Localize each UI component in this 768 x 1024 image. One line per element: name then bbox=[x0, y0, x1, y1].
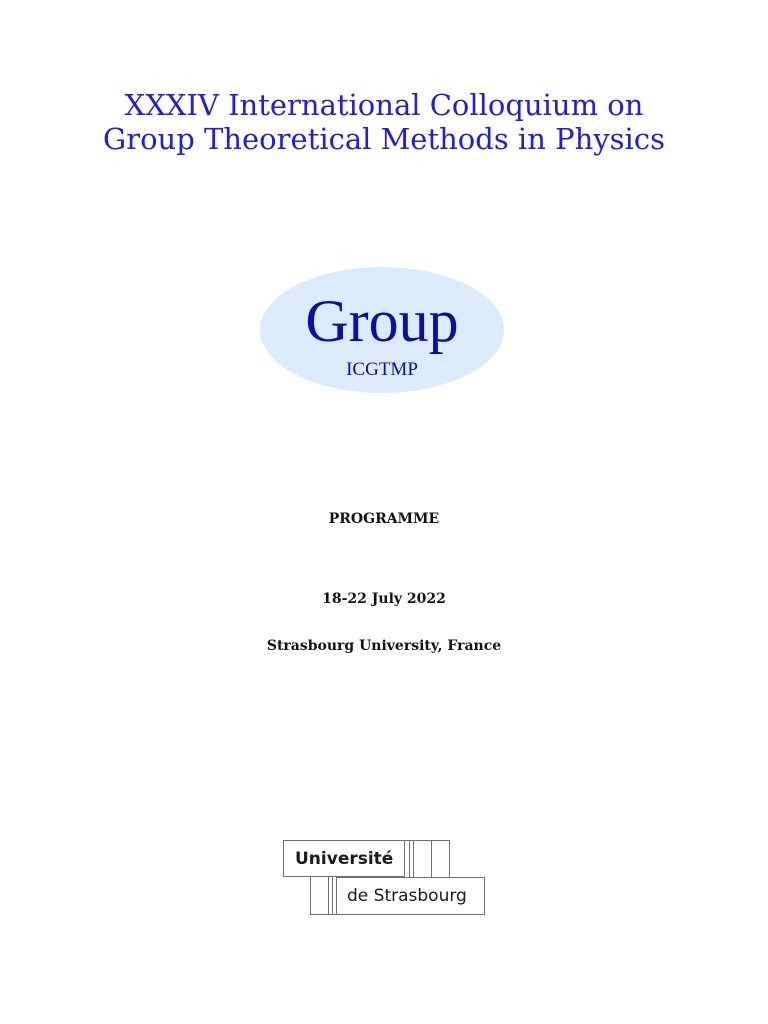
university-logo-bottom-box bbox=[336, 877, 485, 915]
logo-bar bbox=[328, 877, 329, 915]
logo-bar bbox=[332, 877, 333, 915]
group-logo-word: Group bbox=[305, 288, 459, 354]
logo-rule bbox=[310, 914, 337, 915]
group-logo bbox=[260, 267, 504, 393]
logo-bar bbox=[431, 840, 432, 877]
conference-title bbox=[0, 88, 768, 156]
logo-bar bbox=[409, 840, 410, 877]
logo-bar bbox=[310, 877, 311, 915]
title-line-1: XXXIV International Colloquium on bbox=[124, 88, 644, 122]
logo-bar bbox=[413, 840, 414, 877]
programme-label: PROGRAMME bbox=[328, 511, 440, 527]
logo-rule bbox=[405, 840, 450, 841]
group-logo-acronym: ICGTMP bbox=[346, 359, 418, 380]
university-logo bbox=[283, 840, 487, 918]
university-logo-line-2: de Strasbourg bbox=[347, 886, 467, 906]
conference-venue: Strasbourg University, France bbox=[266, 638, 502, 654]
university-logo-line-1: Université bbox=[295, 849, 394, 869]
title-line-2: Group Theoretical Methods in Physics bbox=[103, 122, 665, 156]
logo-bar bbox=[449, 840, 450, 877]
conference-dates: 18-22 July 2022 bbox=[322, 591, 446, 607]
university-logo-top-box bbox=[283, 840, 405, 877]
